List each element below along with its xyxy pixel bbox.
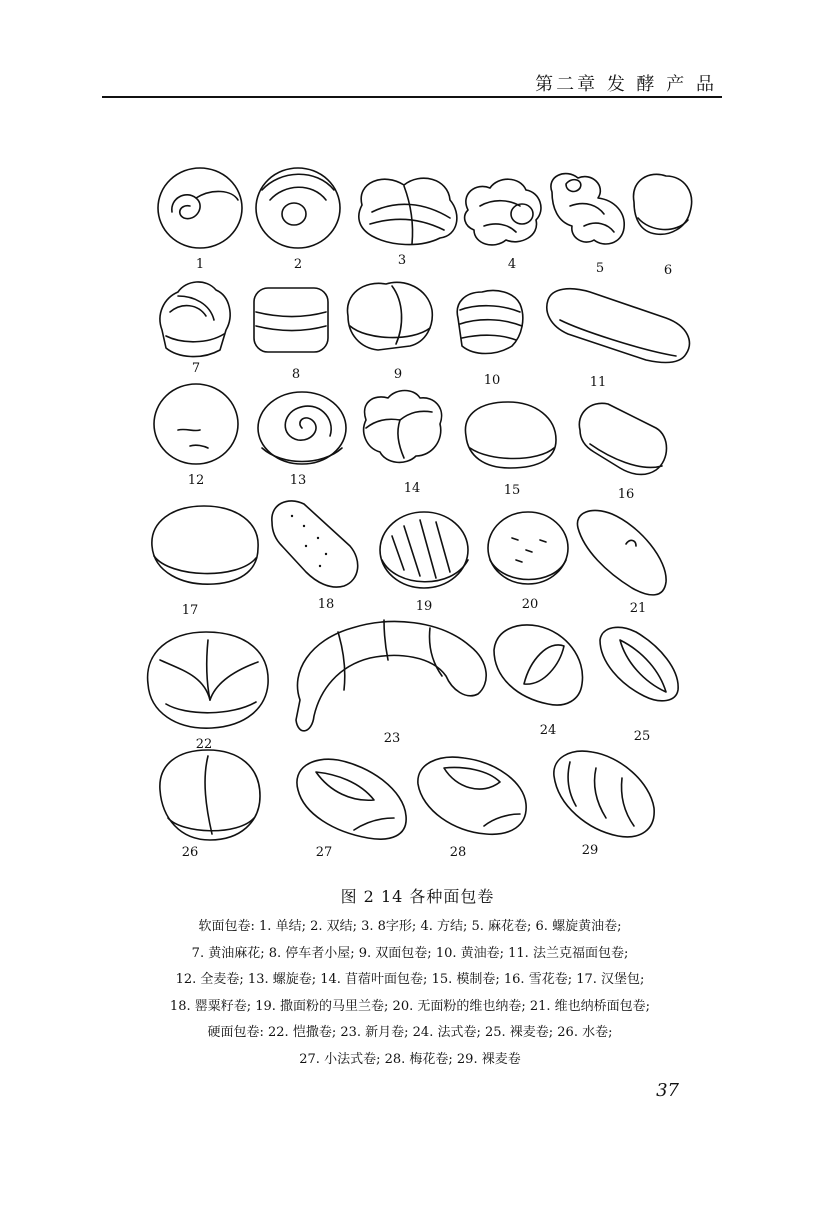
figure-caption: 图 2 14 各种面包卷 <box>340 887 495 906</box>
chapter-header: 第二章 发 酵 产 品 <box>535 74 717 95</box>
roll-21-vienna-bridge <box>577 510 666 594</box>
label-29: 29 <box>581 843 599 858</box>
roll-14-cloverleaf <box>364 391 442 463</box>
roll-7-butter-twist <box>160 282 230 357</box>
label-5: 5 <box>595 261 605 276</box>
roll-9-double-roll <box>347 282 432 350</box>
roll-18-poppy-seed <box>272 501 358 587</box>
roll-15-shaped-roll <box>465 402 556 468</box>
roll-12-whole-wheat <box>154 384 238 464</box>
roll-24-french <box>494 625 583 705</box>
label-19: 19 <box>415 599 433 614</box>
label-13: 13 <box>289 473 307 488</box>
label-21: 21 <box>629 601 647 616</box>
roll-28-plum-blossom <box>418 757 526 834</box>
legend-line: 软面包卷: 1. 单结; 2. 双结; 3. 8字形; 4. 方结; 5. 麻花卷; 6. 螺旋黄油卷; <box>198 919 622 934</box>
label-17: 17 <box>181 603 199 618</box>
legend-line: 27. 小法式卷; 28. 梅花卷; 29. 裸麦卷 <box>299 1051 521 1067</box>
label-8: 8 <box>291 367 301 382</box>
label-10: 10 <box>483 373 501 388</box>
legend-line: 12. 全麦卷; 13. 螺旋卷; 14. 苜蓿叶面包卷; 15. 模制卷; 16. 雪花卷; 17. 汉堡包; <box>175 972 645 987</box>
figure-legend <box>110 914 710 1073</box>
label-4: 4 <box>507 257 517 272</box>
roll-3-figure-eight <box>359 178 457 244</box>
label-18: 18 <box>317 597 335 612</box>
roll-20-flourless-vienna <box>488 512 568 584</box>
label-7: 7 <box>191 361 201 376</box>
roll-11-frankfurter <box>547 289 690 363</box>
label-14: 14 <box>403 481 421 496</box>
label-25: 25 <box>633 729 651 744</box>
page-number: 37 <box>656 1080 679 1101</box>
label-16: 16 <box>617 487 635 502</box>
label-11: 11 <box>589 375 607 390</box>
roll-27-small-french <box>297 759 406 839</box>
legend-line: 18. 罂粟籽卷; 19. 撒面粉的马里兰卷; 20. 无面粉的维也纳卷; 21. 维也纳桥面包卷; <box>169 998 651 1014</box>
roll-19-dusted-maryland <box>380 512 468 588</box>
roll-4-square-knot <box>465 179 541 245</box>
label-6: 6 <box>663 263 673 278</box>
label-9: 9 <box>393 367 403 382</box>
label-27: 27 <box>315 845 333 860</box>
label-1: 1 <box>195 257 205 272</box>
roll-6-spiral-butter <box>633 174 691 234</box>
label-26: 26 <box>181 845 199 860</box>
roll-26-water <box>160 750 260 840</box>
roll-16-snowflake <box>579 403 666 474</box>
roll-8-parker-house <box>254 288 328 352</box>
roll-2-double-knot <box>256 168 340 248</box>
label-20: 20 <box>521 597 539 612</box>
label-24: 24 <box>539 723 557 738</box>
label-22: 22 <box>195 737 213 752</box>
legend-line: 7. 黄油麻花; 8. 停车者小屋; 9. 双面包卷; 10. 黄油卷; 11. 法兰克福面包卷; <box>191 945 629 961</box>
label-2: 2 <box>293 257 303 272</box>
label-12: 12 <box>187 473 205 488</box>
roll-22-kaiser <box>148 632 269 728</box>
roll-17-hamburger <box>152 506 258 584</box>
label-15: 15 <box>503 483 521 498</box>
label-3: 3 <box>397 253 407 268</box>
roll-29-rye-roll <box>554 751 654 837</box>
roll-13-spiral-roll <box>258 392 346 464</box>
roll-25-rye <box>600 627 678 700</box>
label-23: 23 <box>383 731 401 746</box>
roll-23-crescent <box>296 620 486 731</box>
label-28: 28 <box>449 845 467 860</box>
roll-1-single-knot <box>158 168 242 248</box>
roll-5-twist <box>551 174 624 244</box>
roll-10-butter-roll <box>457 291 523 354</box>
legend-line: 硬面包卷: 22. 恺撒卷; 23. 新月卷; 24. 法式卷; 25. 裸麦卷; 26. 水卷; <box>207 1025 613 1040</box>
